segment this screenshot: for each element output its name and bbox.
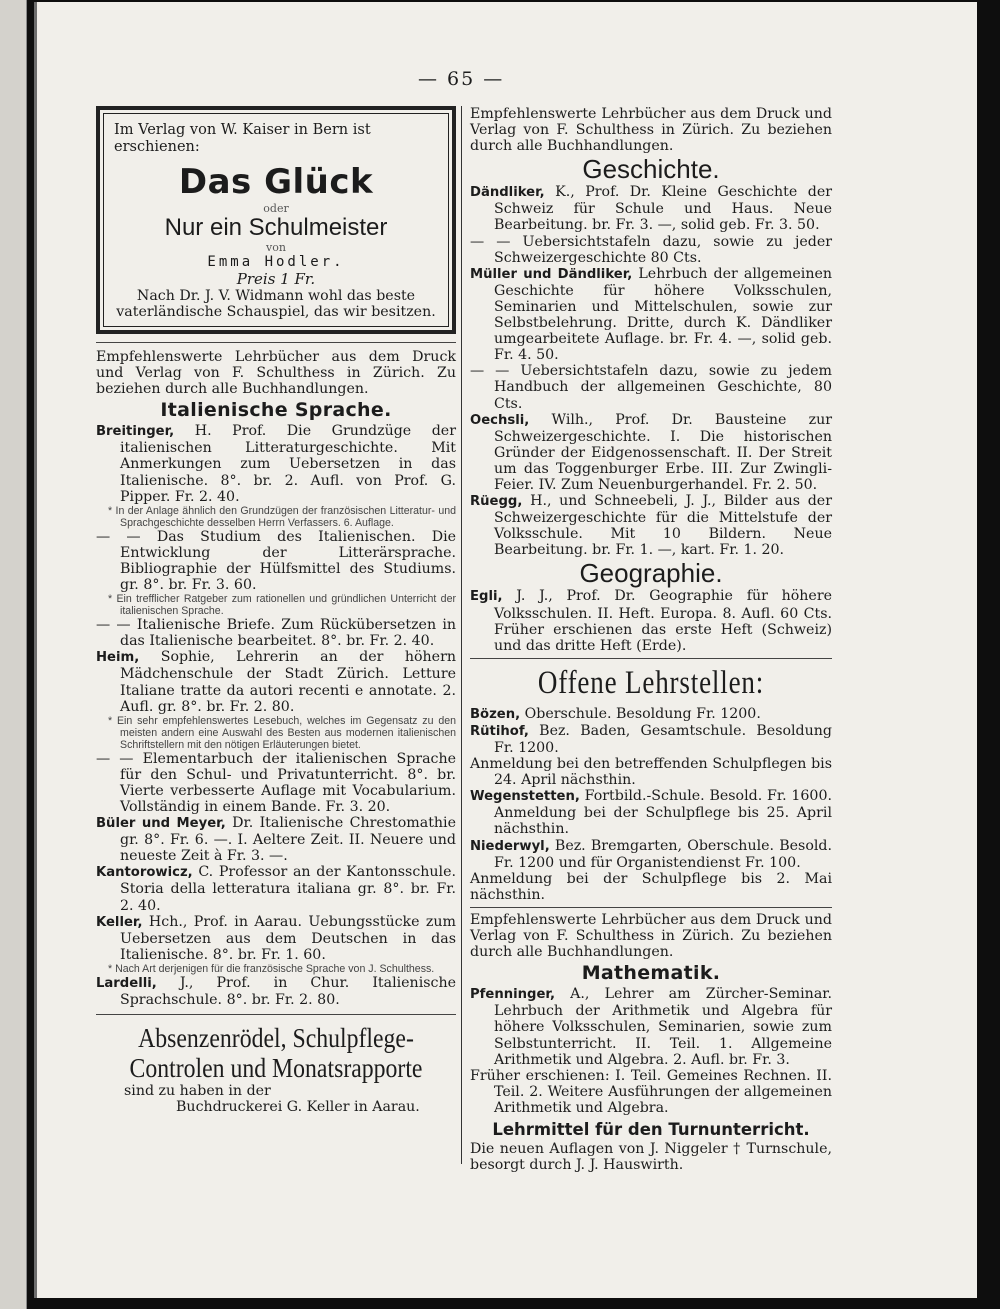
list-item: Müller und Dändliker, Lehrbuch der allgemeinen Geschichte für höhere Volksschulen, Seminarien und Mittelschulen, sowie zur Selbstbelehrung. Dritte, durch K. Dändliker umgearbeitete Auflage. br. Fr. 4. —, solid geb. Fr. 4. 50. [470, 265, 832, 364]
list-item: Heim, Sophie, Lehrerin an der höhern Mädchenschule der Stadt Zürich. Letture Italiane tratte da autori recenti e annotate. 2. Aufl. gr. 8°. br. Fr. 2. 80. [96, 649, 456, 715]
list-item: Rütihof, Bez. Baden, Gesamtschule. Besoldung Fr. 1200. [470, 722, 832, 756]
ad-recommendation: Nach Dr. J. V. Widmann wohl das beste vaterländische Schauspiel, das wir besitzen. [116, 288, 436, 320]
section-title-mathematik: Mathematik. [581, 962, 721, 985]
rule [470, 907, 832, 908]
list-item: Niederwyl, Bez. Bremgarten, Oberschule. Besold. Fr. 1200 und für Organistendienst Fr. 100. [470, 837, 832, 871]
ad-von: von [266, 241, 286, 254]
list-item: Wegenstetten, Fortbild.-Schule. Besold. Fr. 1600. Anmeldung bei der Schulpflege bis 25. April nächsthin. [470, 788, 832, 838]
section-title-geschichte: Geschichte. [582, 154, 720, 185]
list-item: Oechsli, Wilh., Prof. Dr. Bausteine zur Schweizergeschichte. I. Die historischen Gründer der Eidgenossenschaft. II. Der Streit um das Toggenburger Erbe. III. Zur Zwingli-Feier. IV. Zum Neuenburgerhandel. Fr. 2. 50. [470, 411, 832, 493]
right-column [470, 106, 832, 1173]
advert-sub-1: sind zu haben in der [124, 1083, 271, 1100]
column-divider [461, 106, 462, 1164]
section-title-geographie: Geographie. [579, 558, 723, 589]
ad-subtitle: Nur ein Schulmeister [164, 214, 388, 241]
ad-intro: Im Verlag von W. Kaiser in Bern ist erschienen: [114, 122, 371, 155]
list-item: — — Uebersichtstafeln dazu, sowie zu jeder Schweizergeschichte 80 Cts. [470, 233, 833, 266]
entry-list [96, 423, 456, 1008]
list-item: Dändliker, K., Prof. Dr. Kleine Geschichte der Schweiz für Schule und Haus. Neue Bearbeitung. br. Fr. 3. —, solid geb. Fr. 3. 50. [470, 184, 832, 234]
section-title-lehrmittel: Lehrmittel für den Turnunterricht. [492, 1119, 810, 1139]
rule [96, 1014, 456, 1015]
list-item: Büler und Meyer, Dr. Italienische Chrestomathie gr. 8°. Fr. 6. —. I. Aeltere Zeit. II. Neuere und neueste Zeit à Fr. 3. —. [96, 815, 456, 865]
list-item: Egli, J. J., Prof. Dr. Geographie für höhere Volksschulen. II. Heft. Europa. 8. Aufl. 60 Cts. Früher erschienen das erste Heft (Schweiz) und das dritte Heft (Erde). [470, 588, 833, 654]
list-item: — — Elementarbuch der italienischen Sprache für den Schul- und Privatunterricht. 8°. br. Vierte verbesserte Auflage mit Vocabularium. Vollständig in einem Bande. Fr. 3. 20. [96, 750, 457, 815]
lehrmittel-text: Die neuen Auflagen von J. Niggeler † Turnschule, besorgt durch J. J. Hauswirth. [470, 1140, 832, 1174]
list-item: Pfenninger, A., Lehrer am Zürcher-Seminar. Lehrbuch der Arithmetik und Algebra für höhere Volksschulen, Seminarien, sowie zum Selbstunterricht. II. Teil. 1. Allgemeine Arithmetik und Algebra. 2. Aufl. br. Fr. 3. [470, 986, 833, 1068]
ad-title: Das Glück [178, 162, 374, 202]
ad-author: Emma Hodler. [207, 254, 345, 270]
list-item: Anmeldung bei den betreffenden Schulpflegen bis 24. April nächsthin. [470, 756, 832, 789]
left-column [96, 106, 456, 1115]
list-item: Breitinger, H. Prof. Die Grundzüge der italienischen Litteraturgeschichte. Mit Anmerkungen zum Uebersetzen in das Italienische. 8°. br. 2. Aufl. von Prof. G. Pipper. Fr. 2. 40. [96, 423, 456, 505]
list-item: Früher erschienen: I. Teil. Gemeines Rechnen. II. Teil. 2. Weitere Ausführungen der allgemeinen Arithmetik und Algebra. [470, 1067, 832, 1116]
publisher-header: Empfehlenswerte Lehrbücher aus dem Druck und Verlag von F. Schulthess in Zürich. Zu beziehen durch alle Buchhandlungen. [470, 106, 832, 155]
list-item: Anmeldung bei der Schulpflege bis 2. Mai nächsthin. [470, 870, 832, 903]
list-item-note: * In der Anlage ähnlich den Grundzügen der französischen Litteratur- und Sprachgeschichte desselben Herrn Verfassers. 6. Auflage. [108, 504, 456, 529]
section-title-italienisch: Italienische Sprache. [160, 399, 392, 422]
list-item: Bözen, Oberschule. Besoldung Fr. 1200. [470, 705, 761, 722]
list-item-note: * Ein sehr empfehlenswertes Lesebuch, welches im Gegensatz zu den meisten andern eine Auswahl des Besten aus modernen italienischen Schriftstellern mit den nötigen Erläuterungen bietet. [108, 714, 456, 751]
ad-oder: oder [263, 202, 289, 215]
publisher-header-2: Empfehlenswerte Lehrbücher aus dem Druck und Verlag von F. Schulthess in Zürich. Zu beziehen durch alle Buchhandlungen. [470, 911, 832, 961]
list-item: Keller, Hch., Prof. in Aarau. Uebungsstücke zum Uebersetzen aus dem Deutschen in das Italienische. 8°. br. Fr. 1. 60. [96, 913, 456, 963]
list-item: Kantorowicz, C. Professor an der Kantonsschule. Storia della letteratura italiana gr. 8°. br. Fr. 2. 40. [96, 864, 456, 914]
rule [96, 342, 456, 343]
rule [470, 658, 832, 659]
advert-sub-2: Buchdruckerei G. Keller in Aarau. [176, 1099, 420, 1116]
publisher-header: Empfehlenswerte Lehrbücher aus dem Druck und Verlag von F. Schulthess in Zürich. Zu beziehen durch alle Buchhandlungen. [96, 349, 456, 398]
ad-price: Preis 1 Fr. [236, 270, 316, 288]
page-number: — 65 — [418, 68, 505, 90]
list-item-note: * Ein trefflicher Ratgeber zum rationellen und gründlichen Unterricht der italienischen Sprache. [108, 593, 456, 618]
list-item: — — Das Studium des Italienischen. Die Entwicklung der Litterärsprache. Bibliographie der Hülfsmittel des Studiums. gr. 8°. br. Fr. 3. 60. [96, 528, 457, 594]
previous-page-edge [0, 0, 27, 1309]
advert-line-1: Absenzenrödel, Schulpflege- [138, 1023, 414, 1054]
ad-box [96, 106, 456, 334]
section-title-lehrstellen: Offene Lehrstellen: [537, 664, 765, 701]
advert-line-2: Controlen und Monatsrapporte [129, 1053, 423, 1084]
list-item: Rüegg, H., und Schneebeli, J. J., Bilder aus der Schweizergeschichte für die Mittelstufe der Volksschule. Mit 10 Bildern. Neue Bearbeitung. br. Fr. 1. —, kart. Fr. 1. 20. [470, 493, 832, 559]
list-item-note: * Nach Art derjenigen für die französische Sprache von J. Schulthess. [108, 962, 435, 975]
list-item: — — Uebersichtstafeln dazu, sowie zu jedem Handbuch der allgemeinen Geschichte, 80 Cts. [470, 363, 833, 412]
list-item: Lardelli, J., Prof. in Chur. Italienische Sprachschule. 8°. br. Fr. 2. 80. [96, 974, 456, 1008]
list-item: — — Italienische Briefe. Zum Rückübersetzen in das Italienische bearbeitet. 8°. br. Fr. 2. 40. [96, 617, 456, 650]
